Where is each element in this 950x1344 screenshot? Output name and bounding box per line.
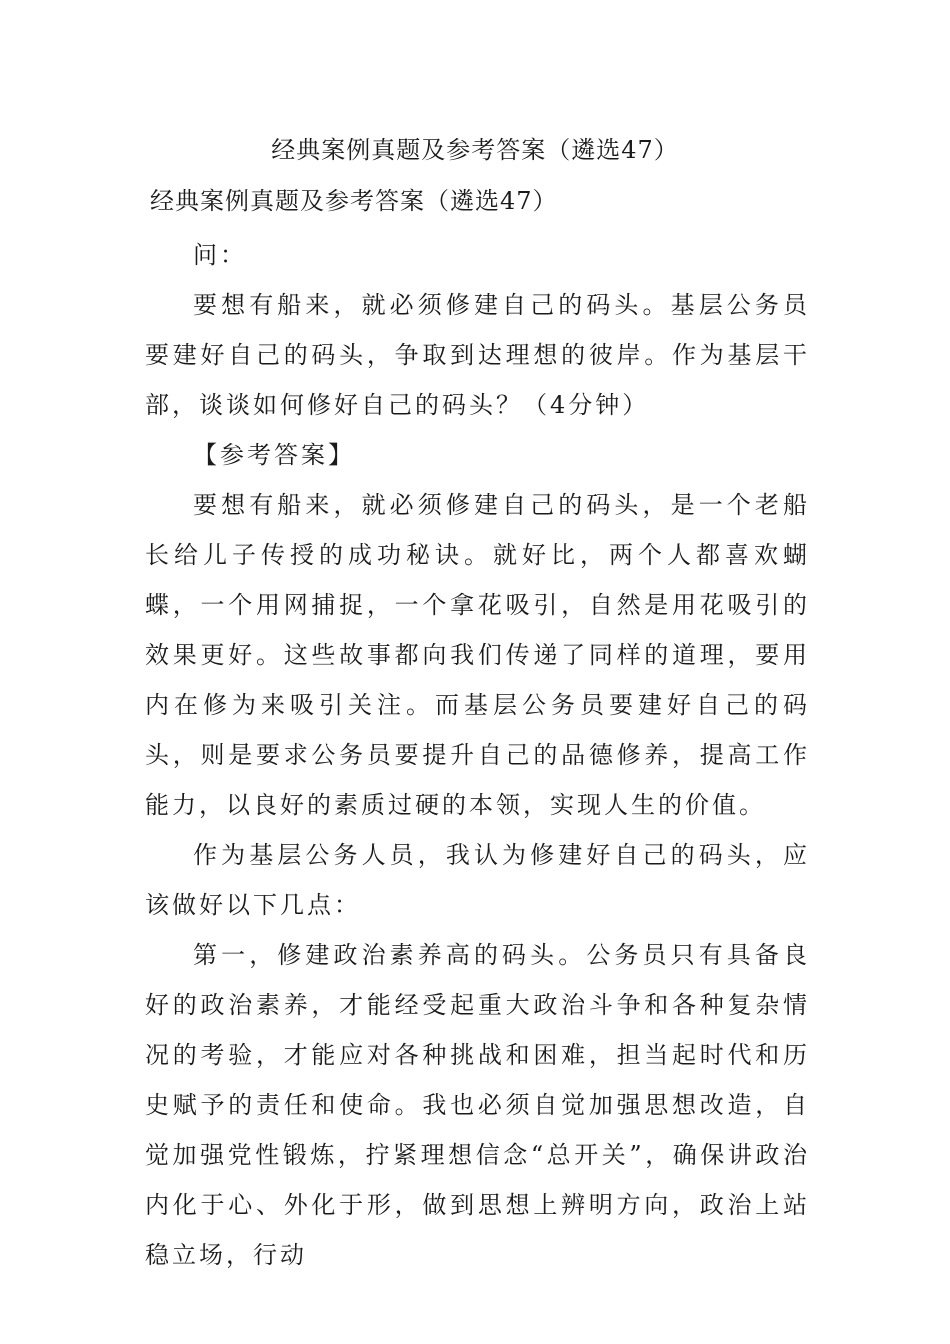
document-body [145,230,810,1280]
answer-heading: 【参考答案】 [193,441,355,469]
answer-paragraph-first: 第一，修建政治素养高的码头。公务员只有具备良好的政治素养，才能经受起重大政治斗争和各种复杂情况的考验，才能应对各种挑战和困难，担当起时代和历史赋予的责任和使命。我也必须自觉加强思想改造，自觉加强党性锻炼，拧紧理想信念“总开关”，确保讲政治内化于心、外化于形，做到思想上辨明方向，政治上站稳立场，行动 [145,941,810,1269]
question-label: 问： [193,241,247,269]
document-title: 经典案例真题及参考答案（遴选47） [271,136,679,164]
question-paragraph: 要想有船来，就必须修建自己的码头。基层公务员要建好自己的码头，争取到达理想的彼岸。作为基层干部，谈谈如何修好自己的码头？（4分钟） [145,291,810,419]
answer-paragraph-intro: 要想有船来，就必须修建自己的码头，是一个老船长给儿子传授的成功秘诀。就好比，两个人都喜欢蝴蝶，一个用网捕捉，一个拿花吸引，自然是用花吸引的效果更好。这些故事都向我们传递了同样的道理，要用内在修为来吸引关注。而基层公务员要建好自己的码头，则是要求公务员要提升自己的品德修养，提高工作能力，以良好的素质过硬的本领，实现人生的价值。 [145,491,810,819]
answer-paragraph-points: 作为基层公务人员，我认为修建好自己的码头，应该做好以下几点： [145,841,810,919]
document-subtitle: 经典案例真题及参考答案（遴选47） [150,187,558,215]
